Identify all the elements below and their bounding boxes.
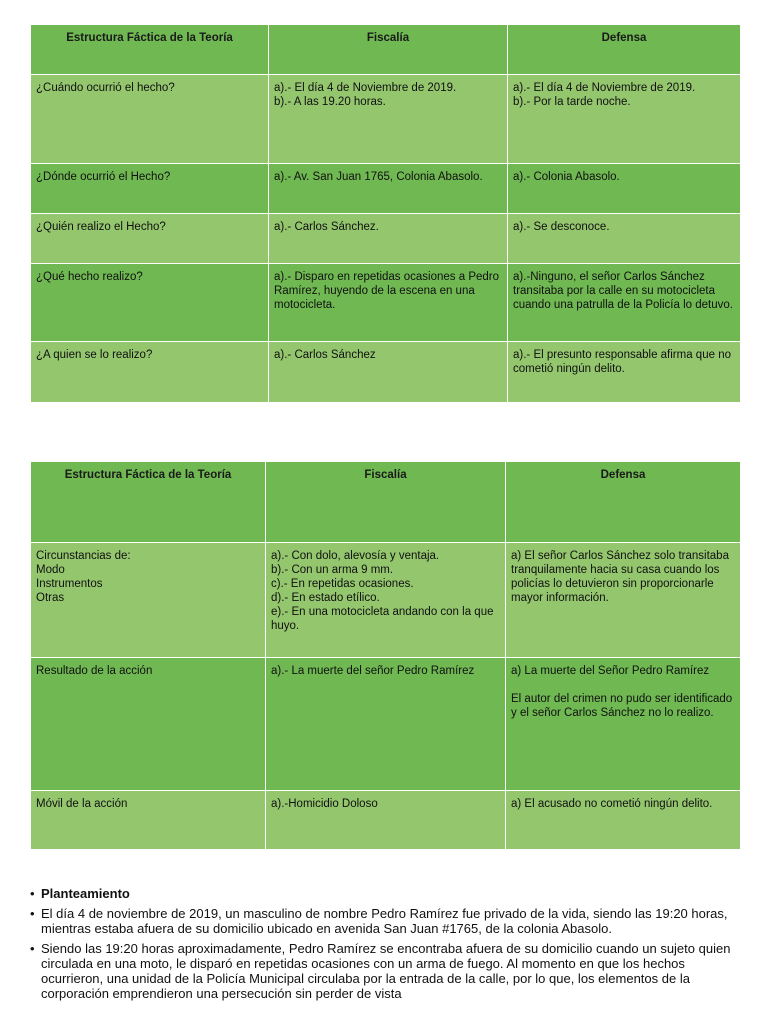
- cell-defensa: a).-Ninguno, el señor Carlos Sánchez transitaba por la calle en su motocicleta cuando una patrulla de la Policía lo detuvo.: [508, 264, 741, 342]
- cell-defensa: a) La muerte del Señor Pedro Ramírez El autor del crimen no pudo ser identificado y el señor Carlos Sánchez no lo realizo.: [506, 658, 741, 791]
- paragraph-2: Siendo las 19:20 horas aproximadamente, Pedro Ramírez se encontraba afuera de su domicilio cuando un sujeto quien circulada en una moto, le disparó en repetidas ocasiones con un arma de fuego. Al momento en que los hechos ocurrieron, una unidad de la Policía Municipal circulaba por la entrada de la calle, por lo que, los elementos de la corporación emprendieron una persecución sin perder de vista: [41, 941, 731, 1001]
- planteamiento-section: [30, 886, 742, 1006]
- header-estructura: Estructura Fáctica de la Teoría: [31, 462, 266, 543]
- header-fiscalia: Fiscalía: [269, 25, 508, 75]
- cell-defensa: a).- El presunto responsable afirma que no cometió ningún delito.: [508, 342, 741, 403]
- cell-fiscalia: a).- Carlos Sánchez.: [269, 214, 508, 264]
- cell-defensa: a).- El día 4 de Noviembre de 2019. b).- Por la tarde noche.: [508, 75, 741, 164]
- cell-defensa: a) El señor Carlos Sánchez solo transitaba tranquilamente hacia su casa cuando los policías lo detuvieron sin proporcionarle mayor información.: [506, 543, 741, 658]
- cell-fiscalia: a).- Carlos Sánchez: [269, 342, 508, 403]
- cell-fiscalia: a).- Disparo en repetidas ocasiones a Pedro Ramírez, huyendo de la escena en una motocicleta.: [269, 264, 508, 342]
- table-row: [31, 214, 741, 264]
- cell-question: Móvil de la acción: [31, 791, 266, 850]
- cell-fiscalia: a).- El día 4 de Noviembre de 2019. b).- A las 19.20 horas.: [269, 75, 508, 164]
- cell-question: ¿A quien se lo realizo?: [31, 342, 269, 403]
- bullet-icon: •: [30, 906, 35, 921]
- bullet-list: [30, 886, 742, 1001]
- header-fiscalia: Fiscalía: [266, 462, 506, 543]
- table-row: [31, 164, 741, 214]
- cell-fiscalia: a).- Av. San Juan 1765, Colonia Abasolo.: [269, 164, 508, 214]
- section-title: Planteamiento: [41, 886, 130, 901]
- cell-defensa: a).- Colonia Abasolo.: [508, 164, 741, 214]
- cell-question: ¿Cuándo ocurrió el hecho?: [31, 75, 269, 164]
- bullet-icon: •: [30, 941, 35, 956]
- facts-table-2: [30, 461, 741, 850]
- header-defensa: Defensa: [508, 25, 741, 75]
- paragraph-1: El día 4 de noviembre de 2019, un masculino de nombre Pedro Ramírez fue privado de la vida, siendo las 19:20 horas, mientras estaba afuera de su domicilio ubicado en avenida San Juan #1765, de la colonia Abasolo.: [41, 906, 728, 936]
- cell-question: Resultado de la acción: [31, 658, 266, 791]
- table-row: [31, 264, 741, 342]
- table-row: [31, 75, 741, 164]
- header-estructura: Estructura Fáctica de la Teoría: [31, 25, 269, 75]
- cell-fiscalia: a).-Homicidio Doloso: [266, 791, 506, 850]
- cell-defensa: a).- Se desconoce.: [508, 214, 741, 264]
- cell-question: ¿Quién realizo el Hecho?: [31, 214, 269, 264]
- table-row: [31, 543, 741, 658]
- list-item: [30, 941, 742, 1001]
- facts-table-1: [30, 24, 741, 403]
- list-item: [30, 906, 742, 936]
- cell-question: Circunstancias de: Modo Instrumentos Otras: [31, 543, 266, 658]
- table-header-row: [31, 462, 741, 543]
- cell-question: ¿Dónde ocurrió el Hecho?: [31, 164, 269, 214]
- header-defensa: Defensa: [506, 462, 741, 543]
- table-row: [31, 658, 741, 791]
- table-header-row: [31, 25, 741, 75]
- cell-question: ¿Qué hecho realizo?: [31, 264, 269, 342]
- bullet-icon: •: [30, 886, 35, 901]
- list-item: [30, 886, 742, 901]
- table-row: [31, 791, 741, 850]
- cell-fiscalia: a).- La muerte del señor Pedro Ramírez: [266, 658, 506, 791]
- cell-fiscalia: a).- Con dolo, alevosía y ventaja. b).- Con un arma 9 mm. c).- En repetidas ocasiones. d).- En estado etílico. e).- En una motocicleta andando con la que huyo.: [266, 543, 506, 658]
- table-row: [31, 342, 741, 403]
- cell-defensa: a) El acusado no cometió ningún delito.: [506, 791, 741, 850]
